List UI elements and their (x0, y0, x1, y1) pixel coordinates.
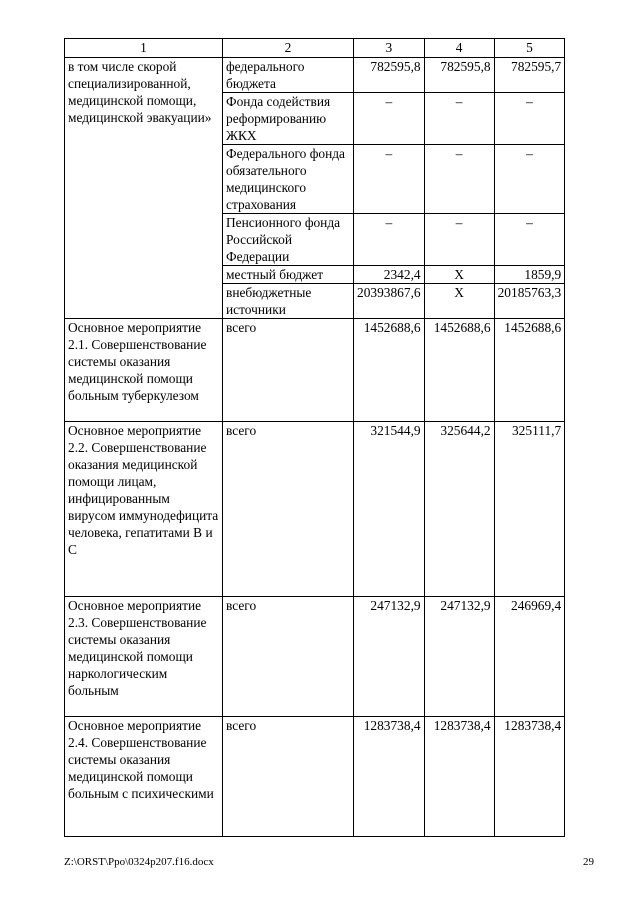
table-row (65, 422, 565, 597)
header-row (65, 39, 565, 58)
value-cell: – (354, 93, 425, 145)
value-cell: 1283738,4 (424, 717, 494, 837)
value-cell: 2342,4 (354, 266, 425, 284)
value-cell: 20185763,3 (494, 284, 565, 319)
measure-title-cell: Основное мероприятие 2.2. Совершенствование оказания медицинской помощи лицам, инфицированным вирусом иммунодефицита человека, гепатитами В и С (65, 422, 223, 597)
value-cell: 782595,8 (424, 58, 494, 93)
value-cell: – (354, 145, 425, 214)
measure-title-cell: Основное мероприятие 2.1. Совершенствование системы оказания медицинской помощи больным туберкулезом (65, 319, 223, 422)
budget-table (64, 38, 565, 837)
value-cell: Х (424, 266, 494, 284)
source-cell: внебюджетные источники (223, 284, 354, 319)
source-cell: всего (223, 597, 354, 717)
value-cell: 782595,8 (354, 58, 425, 93)
value-cell: – (424, 214, 494, 266)
page-number: 29 (583, 856, 594, 868)
value-cell: – (354, 214, 425, 266)
column-header-5: 5 (494, 39, 565, 58)
measure-title-cell: Основное мероприятие 2.4. Совершенствование системы оказания медицинской помощи больным с психическими (65, 717, 223, 837)
value-cell: 782595,7 (494, 58, 565, 93)
footer-file-path: Z:\ORST\Ppo\0324p207.f16.docx (64, 856, 214, 868)
table-row (65, 597, 565, 717)
value-cell: 1452688,6 (424, 319, 494, 422)
value-cell: – (494, 214, 565, 266)
value-cell: 325111,7 (494, 422, 565, 597)
source-cell: Фонда содействия реформированию ЖКХ (223, 93, 354, 145)
measure-title-cell: Основное мероприятие 2.3. Совершенствование системы оказания медицинской помощи наркологическим больным (65, 597, 223, 717)
value-cell: 1452688,6 (494, 319, 565, 422)
value-cell: 325644,2 (424, 422, 494, 597)
value-cell: Х (424, 284, 494, 319)
table-row (65, 58, 565, 93)
source-cell: всего (223, 319, 354, 422)
value-cell: 247132,9 (424, 597, 494, 717)
source-cell: Федерального фонда обязательного медицинского страхования (223, 145, 354, 214)
value-cell: 247132,9 (354, 597, 425, 717)
table-row (65, 717, 565, 837)
source-cell: Пенсионного фонда Российской Федерации (223, 214, 354, 266)
source-cell: федерального бюджета (223, 58, 354, 93)
source-cell: местный бюджет (223, 266, 354, 284)
value-cell: – (424, 145, 494, 214)
table-row (65, 319, 565, 422)
value-cell: 1859,9 (494, 266, 565, 284)
value-cell: 1283738,4 (354, 717, 425, 837)
value-cell: – (494, 145, 565, 214)
value-cell: – (494, 93, 565, 145)
value-cell: 246969,4 (494, 597, 565, 717)
column-header-4: 4 (424, 39, 494, 58)
source-cell: всего (223, 422, 354, 597)
value-cell: 321544,9 (354, 422, 425, 597)
value-cell: 1283738,4 (494, 717, 565, 837)
group-title-cell: в том числе скорой специализированной, медицинской помощи, медицинской эвакуации» (65, 58, 223, 319)
value-cell: 1452688,6 (354, 319, 425, 422)
value-cell: – (424, 93, 494, 145)
column-header-3: 3 (354, 39, 425, 58)
column-header-2: 2 (223, 39, 354, 58)
source-cell: всего (223, 717, 354, 837)
value-cell: 20393867,6 (354, 284, 425, 319)
column-header-1: 1 (65, 39, 223, 58)
